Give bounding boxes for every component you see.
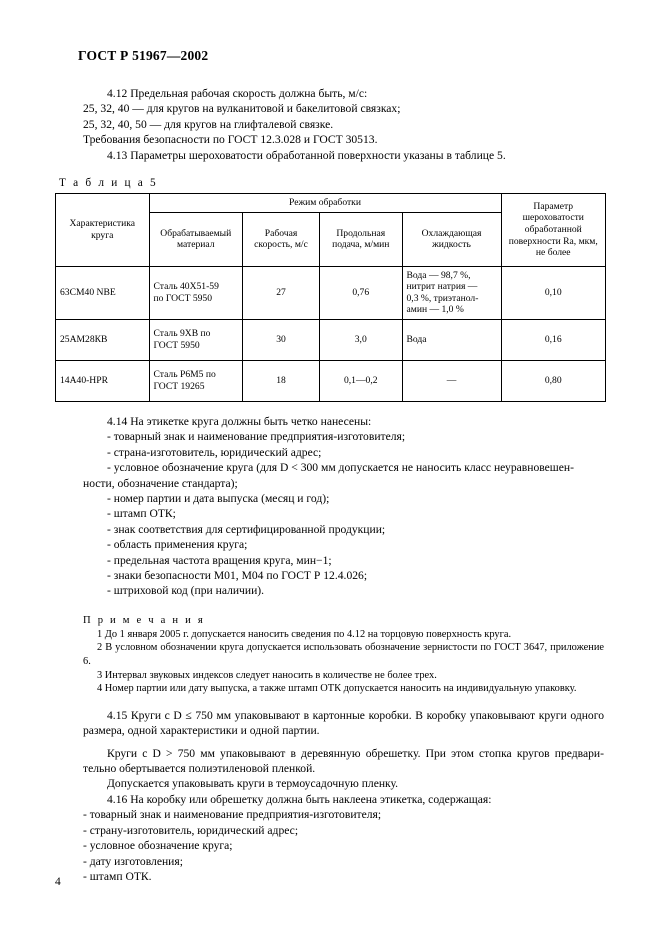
clause-4-12-title: 4.12 Предельная рабочая скорость должна быть, м/с: [107,87,368,100]
clause-4-16-item: - условное обозначение круга; [83,839,233,853]
th-speed: Рабочая скорость, м/с [243,212,320,266]
cell-speed: 27 [243,266,320,319]
note-item: 4 Номер партии или дату выпуска, а также штамп ОТК допускается наносить на индивидуальную упаковку. [97,683,577,695]
clause-4-16-item: - товарный знак и наименование предприятия-изготовителя; [83,808,382,822]
table-row [56,320,606,361]
cell-material-line-2: ГОСТ 19265 [153,381,205,392]
cell-coolant [402,266,501,319]
document-header: ГОСТ Р 51967—2002 [78,48,209,63]
cell-coolant-line-4: амин — 1,0 % [406,304,464,316]
th-coolant: Охлаждающая жидкость [402,212,501,266]
cell-material [149,266,243,319]
clause-4-12-line-2: 25, 32, 40, 50 — для кругов на глифталевой связке. [83,117,334,131]
cell-material-line-2: ГОСТ 5950 [153,340,200,351]
clause-4-16-item: - страну-изготовитель, юридический адрес; [83,823,299,837]
clause-4-14 [83,414,606,599]
cell-coolant-line-2: нитрит натрия — [406,281,478,293]
note-item: 2 В условном обозначении круга допускается использовать обозначение зернистости по ГОСТ 3647, приложение 6. [83,642,604,668]
clause-4-14-item: - знаки безопасности М01, М04 по ГОСТ Р 12.4.026; [107,569,368,583]
cell-coolant-line-3: 0,3 %, триэтанол- [406,292,479,304]
cell-coolant: — [402,361,501,402]
cell-speed: 18 [243,361,320,402]
clause-4-14-item: - условное обозначение круга (для D < 300 мм допускается не наносить класс неуравновешен- [107,461,574,475]
cell-characteristic: 63СМ40 NBE [56,266,150,319]
cell-roughness: 0,16 [501,320,606,361]
clause-4-15-para-2: Круги с D > 750 мм упаковывают в деревянную обрешетку. При этом стопка кругов предвари- тельно обертывается полиэтиленовой пленкой. [83,746,604,776]
note-item: 1 До 1 января 2005 г. допускается наносить сведения по 4.12 на торцовую поверхность круга. [97,628,512,640]
cell-speed: 30 [243,320,320,361]
clause-4-15-para-3: Допускается упаковывать круги в термоусадочную пленку. [107,777,399,791]
clause-4-13: 4.13 Параметры шероховатости обработанной поверхности указаны в таблице 5. [107,148,506,162]
cell-material-line-1: Сталь 40Х51-59 [153,281,219,293]
cell-material-line-2: по ГОСТ 5950 [153,292,213,304]
table-caption: Т а б л и ц а 5 [59,177,158,190]
clause-4-14-item-cont: ности, обозначение стандарта); [83,476,238,490]
table-row [56,266,606,319]
cell-roughness: 0,80 [501,361,606,402]
clause-4-14-item: - страна-изготовитель, юридический адрес; [107,445,322,459]
cell-characteristic: 14А40-HPR [56,361,150,402]
th-processing-mode-group: Режим обработки [149,194,501,213]
clause-4-14-item: - товарный знак и наименование предприятия-изготовителя; [107,430,406,444]
cell-material-line-1: Сталь Р6М5 по [153,369,216,381]
cell-material [149,320,243,361]
th-material: Обрабатываемый материал [149,212,243,266]
clause-4-15-para-1: 4.15 Круги с D ≤ 750 мм упаковывают в картонные коробки. В коробку упаковывают круги одного размера, одной характеристики и одной партии. [83,708,604,738]
notes-title: П р и м е ч а н и я [83,614,205,626]
clause-4-12-line-3: Требования безопасности по ГОСТ 12.3.028 и ГОСТ 30513. [83,133,378,147]
cell-coolant: Вода [402,320,501,361]
clause-4-14-item: - знак соответствия для сертифицированной продукции; [107,522,386,536]
clause-4-15 [83,708,604,884]
cell-coolant-line-1: Вода — 98,7 %, [406,269,471,281]
clause-4-12 [83,86,604,163]
clause-4-16-title: 4.16 На коробку или обрешетку должна быть наклеена этикетка, содержащая: [107,792,492,806]
clause-4-14-item: - номер партии и дата выпуска (месяц и год); [107,492,330,506]
clause-4-16-item: - штамп ОТК. [83,869,152,883]
clause-4-16-item: - дату изготовления; [83,854,183,868]
note-item: 3 Интервал звуковых индексов следует наносить в количестве не более трех. [97,669,437,681]
clause-4-14-item: - штриховой код (при наличии). [107,584,265,598]
clause-4-14-item: - штамп ОТК; [107,507,176,521]
clause-4-14-item: - предельная частота вращения круга, мин−1; [107,553,332,567]
cell-roughness: 0,10 [501,266,606,319]
cell-material-line-1: Сталь 9ХВ по [153,328,211,340]
page-number: 4 [55,876,61,888]
cell-feed: 0,1—0,2 [320,361,403,402]
processing-modes-table [55,193,606,402]
table-row [56,361,606,402]
th-characteristic: Характеристика круга [56,194,150,267]
clause-4-14-item: - область применения круга; [107,538,248,552]
clause-4-12-line-1: 25, 32, 40 — для кругов на вулканитовой и бакелитовой связках; [83,102,401,116]
cell-material [149,361,243,402]
cell-characteristic: 25АМ28КВ [56,320,150,361]
notes-list [83,628,604,696]
clause-4-14-title: 4.14 На этикетке круга должны быть четко нанесены: [107,415,372,428]
th-feed: Продольная подача, м/мин [320,212,403,266]
cell-feed: 3,0 [320,320,403,361]
cell-feed: 0,76 [320,266,403,319]
table-header-row-1 [56,194,606,213]
th-roughness: Параметр шероховатости обработанной поверхности Ra, мкм, не более [501,194,606,267]
